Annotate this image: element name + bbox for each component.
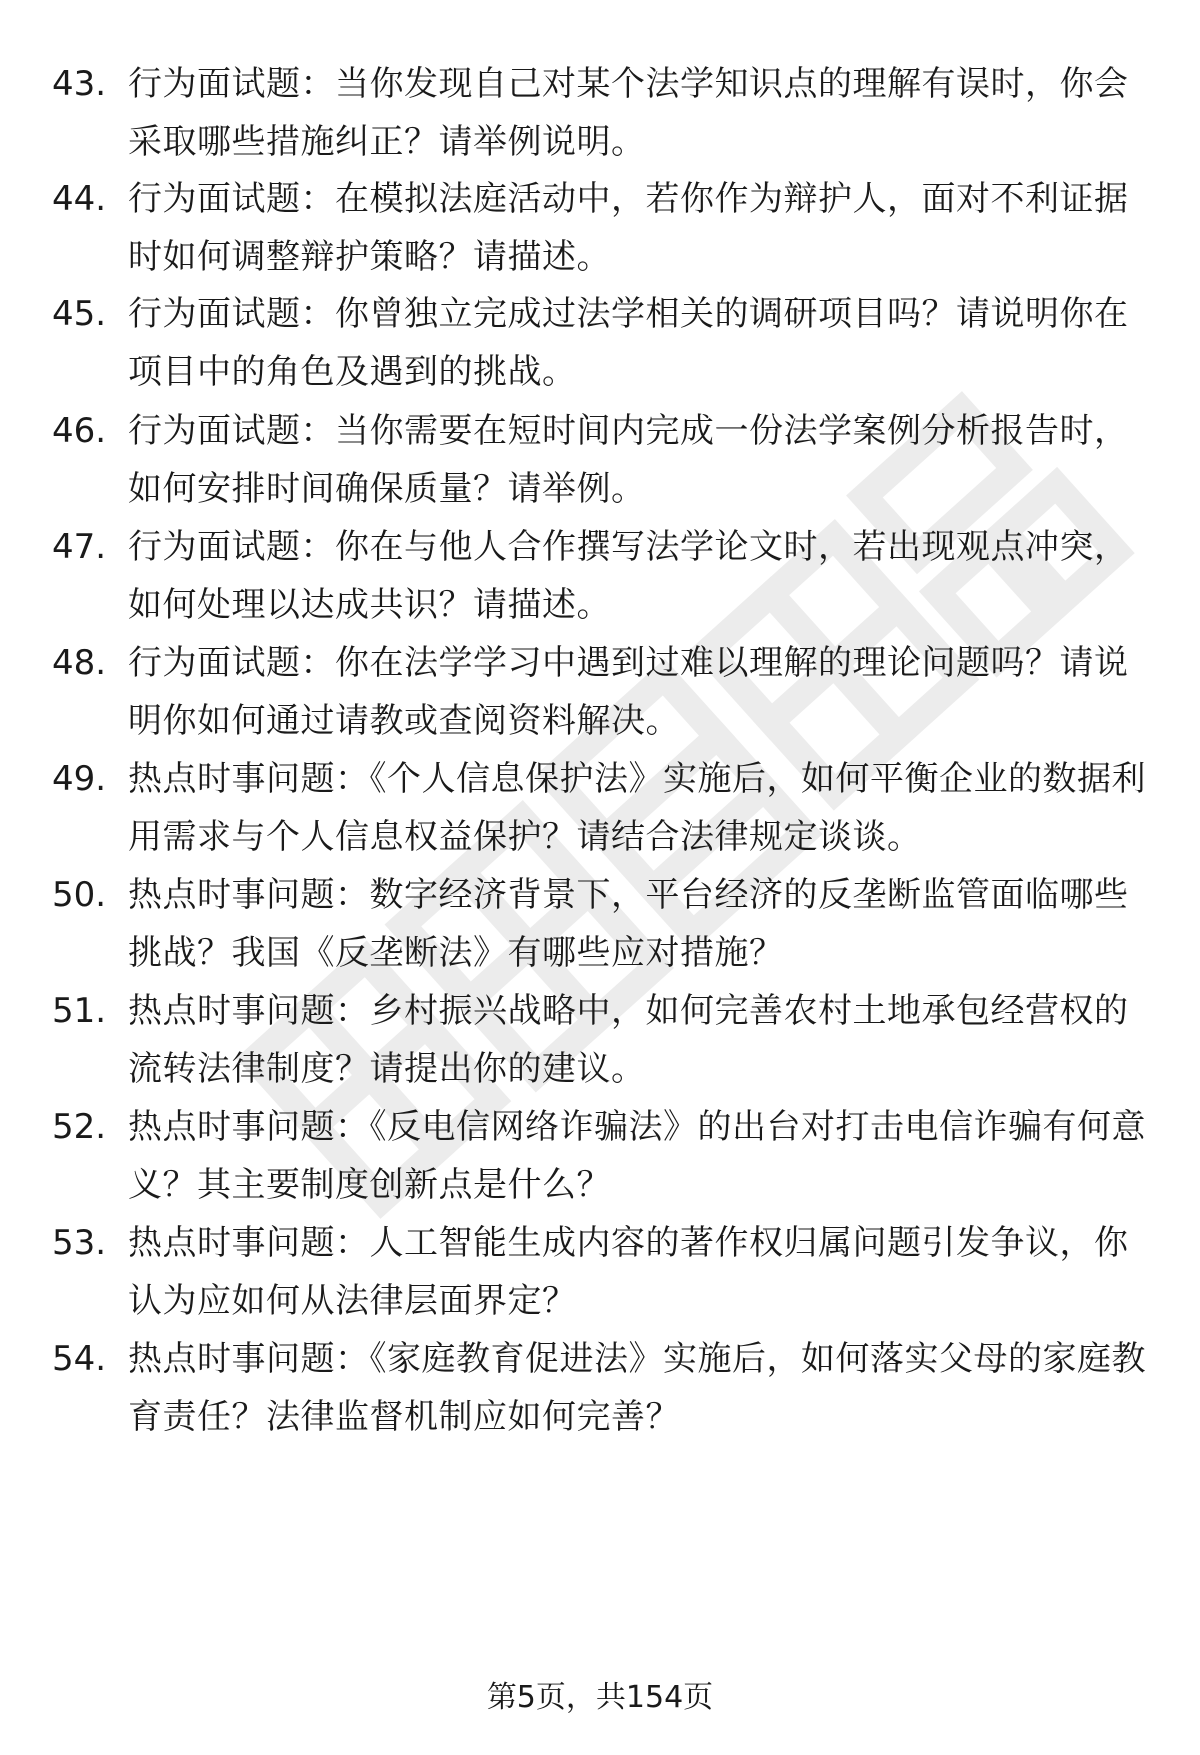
question-item [0,982,1200,1102]
question-text: 行为面试题：你在法学学习中遇到过难以理解的理论问题吗？请说明你如何通过请教或查阅资料解决。 [128,643,1129,741]
question-item [0,285,1200,405]
question-number: 53. [52,1223,107,1263]
question-number: 54. [52,1339,107,1379]
question-item [0,1330,1200,1450]
question-number: 45. [52,294,107,334]
question-text: 热点时事问题：《反电信网络诈骗法》的出台对打击电信诈骗有何意义？其主要制度创新点是什么？ [128,1107,1146,1205]
question-text: 行为面试题：你曾独立完成过法学相关的调研项目吗？请说明你在项目中的角色及遇到的挑战。 [128,294,1129,392]
question-number: 52. [52,1107,107,1147]
question-item [0,1214,1200,1334]
page-number-footer: 第5页，共154页 [486,1680,714,1715]
question-text: 行为面试题：在模拟法庭活动中，若你作为辩护人，面对不利证据时如何调整辩护策略？请描述。 [128,179,1129,277]
question-number: 48. [52,643,107,683]
question-text: 行为面试题：当你发现自己对某个法学知识点的理解有误时，你会采取哪些措施纠正？请举例说明。 [128,64,1129,162]
question-number: 51. [52,991,107,1031]
question-number: 50. [52,875,107,915]
question-text: 热点时事问题：数字经济背景下，平台经济的反垄断监管面临哪些挑战？我国《反垄断法》有哪些应对措施？ [128,875,1129,973]
question-text: 行为面试题：你在与他人合作撰写法学论文时，若出现观点冲突，如何处理以达成共识？请描述。 [128,527,1129,625]
question-item [0,170,1200,290]
question-item [0,750,1200,870]
question-item [0,55,1200,175]
question-text: 热点时事问题：乡村振兴战略中，如何完善农村土地承包经营权的流转法律制度？请提出你的建议。 [128,991,1129,1089]
question-number: 46. [52,411,107,451]
question-text: 热点时事问题：《家庭教育促进法》实施后，如何落实父母的家庭教育责任？法律监督机制应如何完善？ [128,1339,1146,1437]
question-number: 44. [52,179,107,219]
question-text: 热点时事问题：《个人信息保护法》实施后，如何平衡企业的数据利用需求与个人信息权益保护？请结合法律规定谈谈。 [128,759,1146,857]
question-text: 热点时事问题：人工智能生成内容的著作权归属问题引发争议，你认为应如何从法律层面界定？ [128,1223,1129,1321]
question-item [0,402,1200,522]
question-number: 43. [52,64,107,104]
question-item [0,634,1200,754]
question-item [0,866,1200,986]
question-text: 行为面试题：当你需要在短时间内完成一份法学案例分析报告时，如何安排时间确保质量？请举例。 [128,411,1129,509]
question-item [0,1098,1200,1218]
question-item [0,518,1200,638]
question-number: 47. [52,527,107,567]
question-number: 49. [52,759,107,799]
